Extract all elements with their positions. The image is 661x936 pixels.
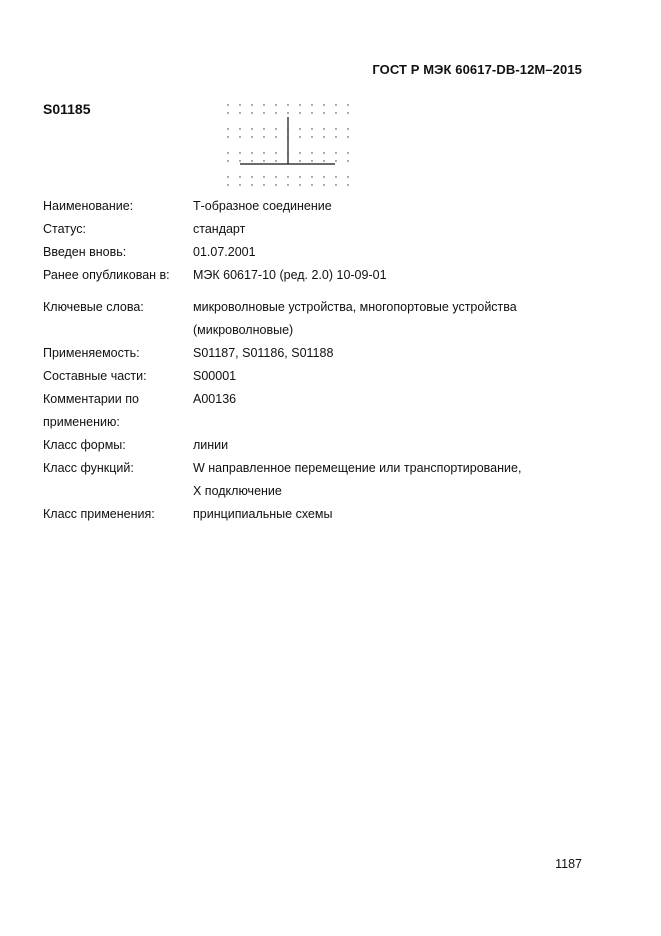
grid-dot — [239, 152, 240, 153]
grid-dot — [263, 176, 264, 177]
property-value-line: линии — [193, 438, 229, 452]
grid-dot — [335, 104, 336, 105]
grid-dot — [311, 136, 312, 137]
grid-dot — [323, 136, 324, 137]
grid-dot — [347, 152, 348, 153]
grid-dot — [335, 112, 336, 113]
property-row-application-notes — [43, 388, 583, 434]
grid-dot — [227, 176, 228, 177]
grid-dot — [251, 104, 252, 105]
property-label-line: Комментарии по — [43, 392, 139, 406]
grid-dot — [347, 104, 348, 105]
property-label-line: применению: — [43, 415, 120, 429]
grid-dot — [227, 112, 228, 113]
grid-dot — [251, 112, 252, 113]
property-value — [193, 218, 583, 241]
grid-dot — [311, 128, 312, 129]
grid-dot — [299, 160, 300, 161]
symbol-code: S01185 — [43, 101, 91, 117]
property-value-line: 01.07.2001 — [193, 245, 256, 259]
property-value — [193, 365, 583, 388]
property-row-shape-class — [43, 434, 583, 457]
grid-dot — [227, 160, 228, 161]
grid-dot — [299, 176, 300, 177]
grid-dot — [311, 112, 312, 113]
grid-dot — [275, 128, 276, 129]
grid-dot — [227, 184, 228, 185]
property-value-line: S01187, S01186, S01188 — [193, 346, 334, 360]
grid-dot — [263, 184, 264, 185]
grid-dot — [239, 160, 240, 161]
grid-dot — [275, 176, 276, 177]
property-label: Наименование: — [43, 199, 134, 213]
grid-dot — [263, 152, 264, 153]
grid-dot — [335, 176, 336, 177]
grid-dot — [335, 152, 336, 153]
grid-dot — [311, 152, 312, 153]
grid-dot — [251, 184, 252, 185]
grid-dot — [335, 184, 336, 185]
grid-dot — [347, 184, 348, 185]
grid-dot — [263, 136, 264, 137]
grid-dot — [251, 152, 252, 153]
grid-dot — [347, 136, 348, 137]
grid-dot — [275, 152, 276, 153]
grid-dot — [239, 112, 240, 113]
grid-dot — [347, 160, 348, 161]
property-value — [193, 241, 583, 264]
grid-dot — [323, 176, 324, 177]
grid-dot — [311, 104, 312, 105]
property-label: Применяемость: — [43, 346, 140, 360]
grid-dot — [239, 104, 240, 105]
property-row-status — [43, 218, 583, 241]
grid-dot — [311, 160, 312, 161]
grid-dot — [311, 184, 312, 185]
grid-dot — [251, 176, 252, 177]
property-value-line: Т-образное соединение — [193, 199, 332, 213]
property-label: Класс применения: — [43, 507, 155, 521]
property-label: Класс функций: — [43, 461, 134, 475]
property-value — [193, 195, 583, 218]
property-value — [193, 264, 583, 287]
property-value — [193, 457, 583, 503]
property-value-line: (микроволновые) — [193, 323, 294, 337]
grid-dot — [323, 128, 324, 129]
property-label: Класс формы: — [43, 438, 126, 452]
property-row-name — [43, 195, 583, 218]
document-header: ГОСТ Р МЭК 60617-DB-12М–2015 — [372, 62, 582, 77]
property-row-keywords — [43, 296, 583, 342]
property-label: Ранее опубликован в: — [43, 268, 170, 282]
grid-dot — [275, 160, 276, 161]
property-label: Статус: — [43, 222, 86, 236]
grid-dot — [347, 128, 348, 129]
grid-dot — [275, 136, 276, 137]
property-value — [193, 342, 583, 365]
grid-dot — [347, 176, 348, 177]
property-value-line: микроволновые устройства, многопортовые устройства — [193, 300, 517, 314]
grid-dot — [251, 136, 252, 137]
property-value — [193, 296, 583, 342]
property-row-applicability — [43, 342, 583, 365]
grid-dot — [299, 152, 300, 153]
grid-dot — [263, 128, 264, 129]
grid-dot — [299, 104, 300, 105]
property-value-line: стандарт — [193, 222, 246, 236]
grid-dot — [335, 160, 336, 161]
symbol-properties — [43, 195, 583, 526]
grid-dot — [347, 112, 348, 113]
grid-dot — [335, 136, 336, 137]
property-label: Введен вновь: — [43, 245, 127, 259]
grid-dot — [299, 184, 300, 185]
grid-dot — [311, 176, 312, 177]
grid-dot — [227, 152, 228, 153]
property-value — [193, 434, 583, 457]
property-value — [193, 388, 583, 411]
grid-dot — [263, 112, 264, 113]
grid-dot — [275, 184, 276, 185]
property-value-line: X подключение — [193, 484, 282, 498]
grid-dot — [263, 160, 264, 161]
property-row-function-class — [43, 457, 583, 503]
grid-dot — [275, 104, 276, 105]
property-row-application-class — [43, 503, 583, 526]
grid-dot — [299, 128, 300, 129]
property-row-components — [43, 365, 583, 388]
grid-dot — [287, 176, 288, 177]
property-label: Ключевые слова: — [43, 300, 144, 314]
grid-dot — [323, 104, 324, 105]
grid-dot — [263, 104, 264, 105]
grid-dot — [287, 104, 288, 105]
t-junction-symbol-figure — [222, 101, 352, 193]
grid-dot — [227, 128, 228, 129]
grid-dot — [287, 184, 288, 185]
property-value-line: A00136 — [193, 392, 237, 406]
grid-dot — [323, 184, 324, 185]
grid-dot — [287, 112, 288, 113]
property-value-line: S00001 — [193, 369, 237, 383]
grid-dot — [299, 136, 300, 137]
grid-dot — [323, 152, 324, 153]
grid-dot — [251, 160, 252, 161]
grid-dot — [227, 104, 228, 105]
grid-dot — [335, 128, 336, 129]
property-label: Составные части: — [43, 369, 147, 383]
property-label — [43, 388, 193, 434]
grid-dot — [239, 136, 240, 137]
property-value-line: принципиальные схемы — [193, 507, 333, 521]
grid-dot — [227, 136, 228, 137]
property-value — [193, 503, 583, 526]
property-value-line: МЭК 60617-10 (ред. 2.0) 10-09-01 — [193, 268, 387, 282]
grid-dot — [275, 112, 276, 113]
grid-dot — [323, 160, 324, 161]
grid-dot — [323, 112, 324, 113]
grid-dot — [239, 128, 240, 129]
page-number: 1187 — [555, 857, 582, 871]
property-row-previously-published — [43, 264, 583, 287]
grid-dot — [251, 128, 252, 129]
grid-dot — [239, 176, 240, 177]
grid-dot — [299, 112, 300, 113]
property-value-line: W направленное перемещение или транспортирование, — [193, 461, 522, 475]
grid-dot — [239, 184, 240, 185]
property-row-introduced — [43, 241, 583, 264]
